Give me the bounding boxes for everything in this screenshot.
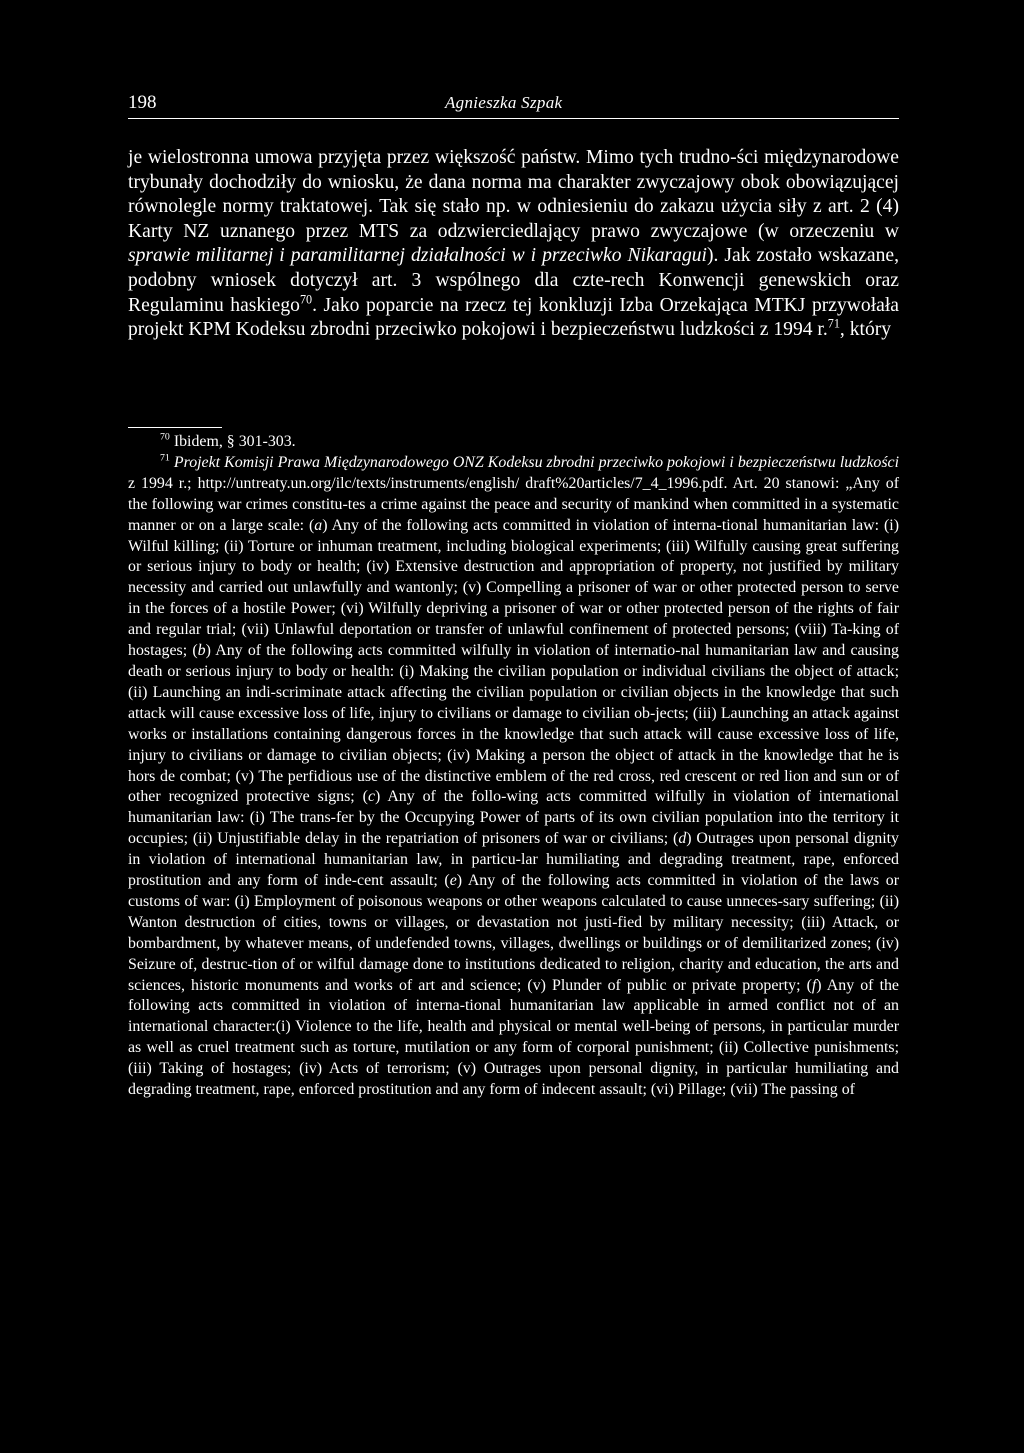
page-number: 198 — [128, 92, 157, 113]
footnote-letter: e — [449, 872, 457, 890]
footnote-letter: d — [678, 830, 687, 848]
footnote-text: ) Any of the following acts committed in violation of interna-tional humanitarian law applicable in armed conflict not of an international character:(i) Violence to the life, health and physical or mental well-being of persons, in particular murder as well as cruel treatment such as torture, mutilation or any form of corporal punishment; (ii) Collective punishments; (iii) Taking of hostages; (iv) Acts of terrorism; (v) Outrages upon personal dignity, in particular humiliating and degrading treatment, rape, enforced prostitution and any form of indecent assault; (vi) Pillage; (vii) The passing of — [128, 976, 899, 1099]
footnote-ref-70[interactable]: 70 — [299, 292, 313, 307]
body-text-part: ). Jak zostało wskazane, podobny wniosek dotyczył art. 3 wspólnego dla czte-rech Konwencji genewskich oraz Regulaminu haskiego — [128, 245, 899, 316]
body-text-part: , który — [839, 319, 892, 341]
footnote-ref-71[interactable]: 71 — [827, 316, 840, 331]
footnote-number: 71 — [160, 452, 170, 464]
footnote-71 — [128, 453, 899, 1101]
footnote-text: ) Any of the following acts committed in violation of interna-tional humanitarian law: (i) Wilful killing; (ii) Torture or inhuman treatment, including biological experiments; (iii) Wilfully causing great suffering or serious injury to body or health; (iv) Extensive destruction and appropriation of property, not justified by military necessity and carried out unlawfully and wantonly; (v) Compelling a prisoner of war or other protected person to serve in the forces of a hostile Power; (vi) Wilfully depriving a prisoner of war or other protected person of the rights of fair and regular trial; (vii) Unlawful deportation or transfer of unlawful confinement of protected persons; (viii) Ta-king of hostages; ( — [128, 516, 899, 660]
footnote-divider — [128, 427, 222, 428]
footnote-letter: f — [811, 976, 817, 994]
footnote-number: 70 — [160, 431, 170, 443]
footnote-text: ) Outrages upon personal dignity in violation of international humanitarian law, in particu-lar humiliating and degrading treatment, rape, enforced prostitution and any form of inde-cent assault; ( — [128, 830, 899, 890]
footnote-text: z 1994 r.; http://untreaty.un.org/ilc/texts/instruments/english/ draft%20articles/7_4_1996.pdf. Art. 20 stanowi: „Any of the following war crimes constitu-tes a crime against the peace and security of mankind when committed in a systematic manner or on a large scale: ( — [128, 474, 899, 534]
body-text-part: je wielostronna umowa przyjęta przez większość państw. Mimo tych trudno-ści międzynarodowe trybunały dochodziły do wniosku, że dana norma ma charakter zwyczajowy obok obowiązującej równolegle normy traktatowej. Tak się stało np. w odniesieniu do zakazu użycia siły z art. 2 (4) Karty NZ uznanego przez MTS za odzwierciedlający prawo zwyczajowe (w orzeczeniu w — [128, 147, 899, 242]
footnote-letter: a — [314, 516, 323, 534]
footnote-text: ) Any of the follo-wing acts committed wilfully in violation of international humanitarian law: (i) The trans-fer by the Occupying Power of parts of its own civilian population into the territory it occupies; (ii) Unjustifiable delay in the repatriation of prisoners of war or civilians; ( — [128, 788, 899, 848]
body-text-part: . Jako poparcie na rzecz tej konkluzji Izba Orzekająca MTKJ przywołała projekt KPM Kodeksu zbrodni przeciwko pokojowi i bezpieczeństwu ludzkości z 1994 r. — [128, 294, 899, 341]
footnote-70 — [128, 432, 899, 453]
footnote-letter: c — [367, 788, 375, 806]
footnote-title-italic: Projekt Komisji Prawa Międzynarodowego ONZ Kodeksu zbrodni przeciwko pokojowi i bezpieczeństwu ludzkości — [169, 453, 899, 471]
footnote-text: ) Any of the following acts committed wilfully in violation of internatio-nal humanitarian law and causing death or serious injury to body or health: (i) Making the civilian population or individual civilians the object of attack; (ii) Launching an indi-scriminate attack affecting the civilian population or civilian objects in the knowledge that such attack will cause excessive loss of life, injury to civilians or damage to civilian ob-jects; (iii) Launching an attack against works or installations containing dangerous forces in the knowledge that such attack will cause excessive loss of life, injury to civilians or damage to civilian objects; (iv) Making a person the object of attack in the knowledge that he is hors de combat; (v) The perfidious use of the distinctive emblem of the red cross, red crescent or red lion and sun or of other recognized protective signs; ( — [128, 642, 899, 806]
footnotes — [128, 432, 899, 1101]
running-head-author: Agnieszka Szpak — [445, 93, 563, 112]
body-paragraph — [128, 146, 899, 343]
footnote-text: Ibidem, § 301-303. — [169, 433, 296, 450]
body-text-italic: sprawie militarnej i paramilitarnej działalności w i przeciwko Nikaragui — [128, 245, 707, 267]
footnote-text: ) Any of the following acts committed in violation of the laws or customs of war: (i) Employment of poisonous weapons or other weapons calculated to cause unneces-sary suffering; (ii) Wanton destruction of cities, towns or villages, or devastation not justi-fied by military necessity; (iii) Attack, or bombardment, by whatever means, of undefended towns, villages, dwellings or buildings or of demilitarized zones; (iv) Seizure of, destruc-tion of or wilful damage done to institutions dedicated to religion, charity and education, the arts and sciences, historic monuments and works of art and science; (v) Plunder of public or private property; ( — [128, 872, 900, 994]
page-header — [128, 92, 899, 119]
footnote-letter: b — [197, 642, 206, 660]
